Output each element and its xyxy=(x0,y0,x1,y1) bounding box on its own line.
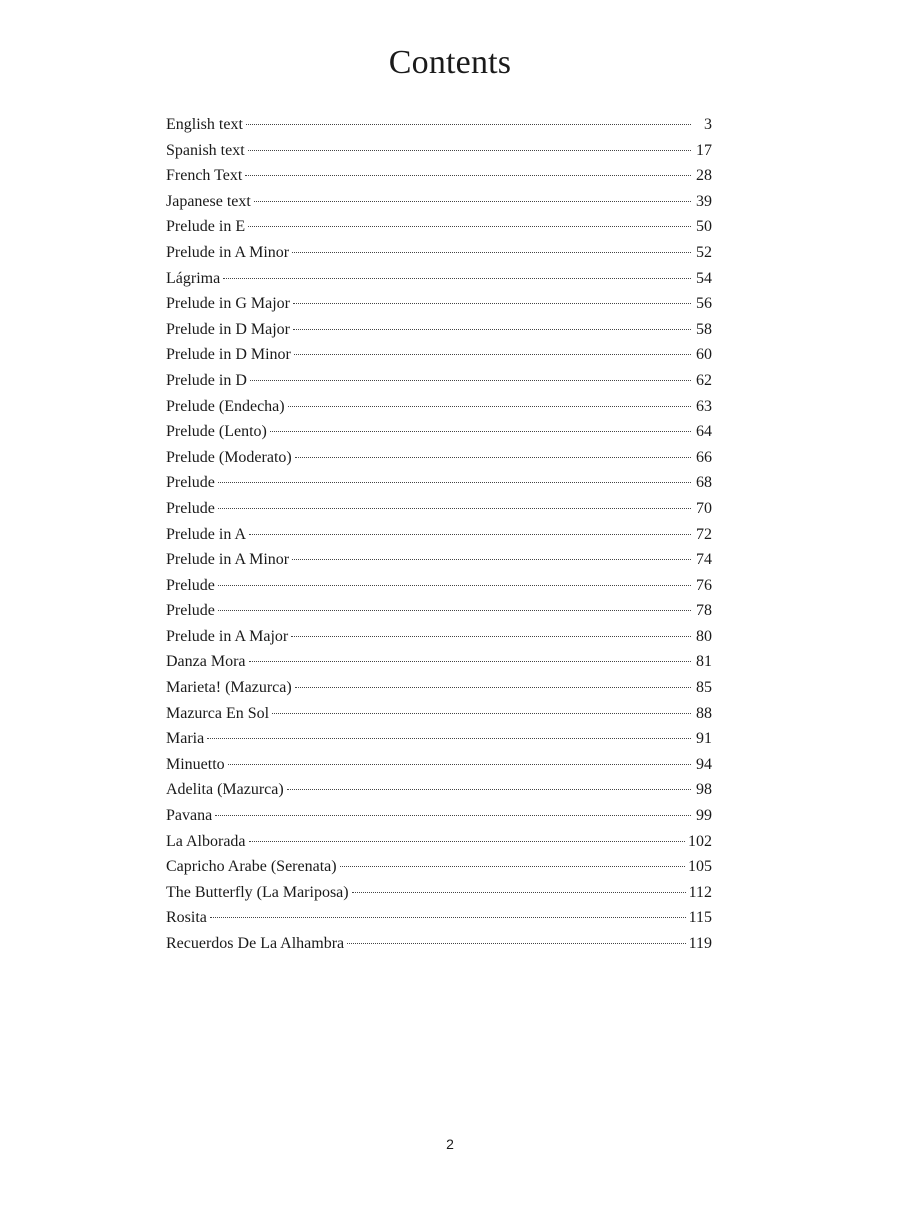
toc-entry-title: Marieta! (Mazurca) xyxy=(166,679,292,697)
toc-entry-title: Prelude xyxy=(166,474,215,492)
toc-entry-title: Maria xyxy=(166,730,205,748)
toc-entry[interactable] xyxy=(166,829,712,855)
dot-leader xyxy=(340,866,685,867)
dot-leader xyxy=(254,201,691,202)
toc-entry[interactable] xyxy=(166,675,712,701)
toc-entry[interactable] xyxy=(166,214,712,240)
dot-leader xyxy=(249,534,691,535)
dot-leader xyxy=(223,278,691,279)
page-number: 2 xyxy=(446,1136,454,1152)
toc-entry-page: 70 xyxy=(696,499,712,517)
toc-entry[interactable] xyxy=(166,880,712,906)
dot-leader xyxy=(270,431,691,432)
dot-leader xyxy=(294,354,691,355)
toc-entry-page: 63 xyxy=(696,397,712,415)
dot-leader xyxy=(210,917,686,918)
toc-entry[interactable] xyxy=(166,112,712,138)
toc-entry-title: Prelude (Moderato) xyxy=(166,448,292,466)
dot-leader xyxy=(293,303,691,304)
toc-entry[interactable] xyxy=(166,445,712,471)
dot-leader xyxy=(207,738,691,739)
toc-entry-page: 72 xyxy=(696,525,712,543)
table-of-contents xyxy=(166,112,712,957)
toc-entry[interactable] xyxy=(166,496,712,522)
toc-entry[interactable] xyxy=(166,470,712,496)
toc-entry-page: 54 xyxy=(696,269,712,287)
toc-entry[interactable] xyxy=(166,291,712,317)
dot-leader xyxy=(292,559,691,560)
toc-entry[interactable] xyxy=(166,649,712,675)
toc-entry[interactable] xyxy=(166,368,712,394)
toc-entry[interactable] xyxy=(166,777,712,803)
dot-leader xyxy=(347,943,685,944)
dot-leader xyxy=(250,380,691,381)
toc-entry[interactable] xyxy=(166,573,712,599)
toc-entry-page: 102 xyxy=(688,832,712,850)
toc-entry-title: Prelude in D Minor xyxy=(166,346,291,364)
toc-entry-title: Mazurca En Sol xyxy=(166,704,270,722)
toc-entry-page: 88 xyxy=(696,704,712,722)
toc-entry-title: La Alborada xyxy=(166,832,246,850)
dot-leader xyxy=(245,175,691,176)
dot-leader xyxy=(291,636,691,637)
toc-entry[interactable] xyxy=(166,854,712,880)
toc-entry-page: 64 xyxy=(696,423,712,441)
dot-leader xyxy=(287,789,691,790)
dot-leader xyxy=(218,508,691,509)
toc-entry[interactable] xyxy=(166,701,712,727)
toc-entry[interactable] xyxy=(166,624,712,650)
toc-entry[interactable] xyxy=(166,931,712,957)
toc-entry-title: Danza Mora xyxy=(166,653,246,671)
toc-entry-page: 3 xyxy=(704,116,712,133)
dot-leader xyxy=(248,150,691,151)
dot-leader xyxy=(288,406,691,407)
dot-leader xyxy=(292,252,691,253)
dot-leader xyxy=(215,815,691,816)
toc-entry-title: Prelude in A Minor xyxy=(166,243,290,261)
dot-leader xyxy=(352,892,686,893)
toc-entry-title: Prelude (Endecha) xyxy=(166,397,285,415)
toc-entry-title: Prelude in D xyxy=(166,371,247,389)
dot-leader xyxy=(228,764,691,765)
toc-entry[interactable] xyxy=(166,522,712,548)
toc-entry-title: Rosita xyxy=(166,909,207,927)
toc-entry-title: Prelude in D Major xyxy=(166,320,290,338)
toc-entry[interactable] xyxy=(166,240,712,266)
toc-entry[interactable] xyxy=(166,266,712,292)
toc-entry-title: Prelude (Lento) xyxy=(166,423,267,441)
toc-entry-title: Prelude in A xyxy=(166,525,246,543)
toc-entry-page: 91 xyxy=(696,730,712,748)
toc-entry-title: Adelita (Mazurca) xyxy=(166,781,284,799)
toc-entry-page: 50 xyxy=(696,218,712,236)
toc-entry-page: 60 xyxy=(696,346,712,364)
toc-entry-page: 98 xyxy=(696,781,712,799)
dot-leader xyxy=(246,124,691,125)
toc-entry-title: Pavana xyxy=(166,807,213,825)
dot-leader xyxy=(293,329,691,330)
toc-entry[interactable] xyxy=(166,547,712,573)
dot-leader xyxy=(295,687,691,688)
toc-entry-page: 68 xyxy=(696,474,712,492)
toc-entry-title: Prelude in A Major xyxy=(166,627,289,645)
toc-entry-title: The Butterfly (La Mariposa) xyxy=(166,883,349,901)
toc-entry[interactable] xyxy=(166,189,712,215)
toc-entry-page: 74 xyxy=(696,551,712,569)
toc-entry[interactable] xyxy=(166,138,712,164)
toc-entry[interactable] xyxy=(166,419,712,445)
toc-entry-page: 80 xyxy=(696,627,712,645)
toc-entry-title: French Text xyxy=(166,167,243,185)
toc-entry-page: 85 xyxy=(696,679,712,697)
page-title: Contents xyxy=(388,44,512,81)
toc-entry-page: 28 xyxy=(696,167,712,185)
toc-entry-page: 17 xyxy=(696,141,712,159)
toc-entry[interactable] xyxy=(166,342,712,368)
toc-entry-title: Prelude xyxy=(166,576,215,594)
toc-entry-page: 66 xyxy=(696,448,712,466)
toc-entry[interactable] xyxy=(166,726,712,752)
dot-leader xyxy=(295,457,691,458)
dot-leader xyxy=(218,482,691,483)
toc-entry-page: 94 xyxy=(696,755,712,773)
toc-entry-page: 112 xyxy=(688,883,712,901)
toc-entry-page: 58 xyxy=(696,320,712,338)
dot-leader xyxy=(249,661,691,662)
toc-entry-title: Minuetto xyxy=(166,755,225,773)
toc-entry-page: 81 xyxy=(696,653,712,671)
dot-leader xyxy=(248,226,691,227)
toc-entry-title: English text xyxy=(166,116,243,133)
toc-entry-title: Lágrima xyxy=(166,269,221,287)
toc-entry-title: Japanese text xyxy=(166,192,251,210)
toc-entry-title: Capricho Arabe (Serenata) xyxy=(166,858,337,876)
toc-entry-title: Prelude in G Major xyxy=(166,295,290,313)
dot-leader xyxy=(218,585,691,586)
toc-entry-title: Prelude in E xyxy=(166,218,246,236)
toc-entry[interactable] xyxy=(166,317,712,343)
toc-entry-page: 105 xyxy=(688,858,712,876)
toc-entry[interactable] xyxy=(166,394,712,420)
dot-leader xyxy=(218,610,691,611)
toc-entry-title: Prelude xyxy=(166,499,215,517)
toc-entry[interactable] xyxy=(166,752,712,778)
toc-entry-page: 78 xyxy=(696,602,712,620)
toc-entry-title: Spanish text xyxy=(166,141,245,159)
toc-entry-page: 56 xyxy=(696,295,712,313)
toc-entry[interactable] xyxy=(166,803,712,829)
toc-entry-title: Prelude in A Minor xyxy=(166,551,290,569)
toc-entry[interactable] xyxy=(166,598,712,624)
toc-entry-page: 39 xyxy=(696,192,712,210)
toc-entry-page: 119 xyxy=(688,935,712,952)
toc-entry-page: 76 xyxy=(696,576,712,594)
dot-leader xyxy=(249,841,685,842)
toc-entry-page: 52 xyxy=(696,243,712,261)
toc-entry-title: Prelude xyxy=(166,602,215,620)
toc-entry[interactable] xyxy=(166,163,712,189)
toc-entry-page: 62 xyxy=(696,371,712,389)
toc-entry-page: 99 xyxy=(696,807,712,825)
toc-entry[interactable] xyxy=(166,905,712,931)
toc-entry-title: Recuerdos De La Alhambra xyxy=(166,935,345,952)
dot-leader xyxy=(272,713,691,714)
toc-entry-page: 115 xyxy=(688,909,712,927)
